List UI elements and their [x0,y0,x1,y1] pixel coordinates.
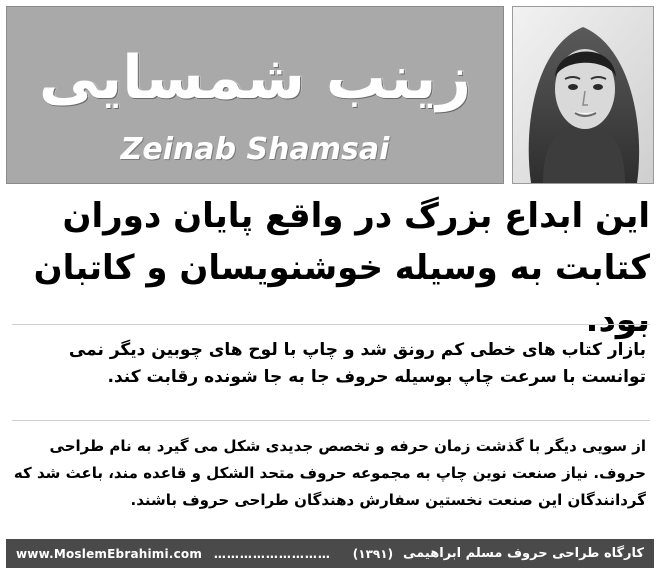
footer-bar [6,539,654,568]
divider [12,420,650,421]
main-quote: این ابداع بزرگ در واقع پایان دوران کتابت به وسیله خوشنویسان و کاتبان بود. [33,196,650,340]
portrait-photo [512,6,654,184]
website-link[interactable]: www.MoslemEbrahimi.com [16,546,203,561]
banner-title-english: Zeinab Shamsai [120,132,390,167]
banner-title-persian: زینب شمسایی [38,43,471,113]
paragraph-2: از سویی دیگر با گذشت زمان حرفه و تخصص جدیدی شکل می گیرد به نام طراحی حروف. نیاز صنعت نوین چاپ به مجموعه حروف متحد الشکل و قاعده مند، باعث شد که گردانندگان این صنعت نخستین سفارش دهندگان طراحی حروف باشند. [13,437,646,509]
title-banner [6,6,504,184]
footer-year: (۱۳۹۱) [352,546,394,561]
footer-workshop-name: کارگاه طراحی حروف مسلم ابراهیمی [403,546,644,561]
paragraph-1: بازار کتاب های خطی کم رونق شد و چاپ با لوح های چوبین دیگر نمی توانست با سرعت چاپ بوسیله حروف جا به جا شونده رقابت کند. [68,340,646,387]
woman-portrait-icon [513,7,653,183]
divider [12,324,650,325]
footer-dots: ……………………… [213,546,331,561]
